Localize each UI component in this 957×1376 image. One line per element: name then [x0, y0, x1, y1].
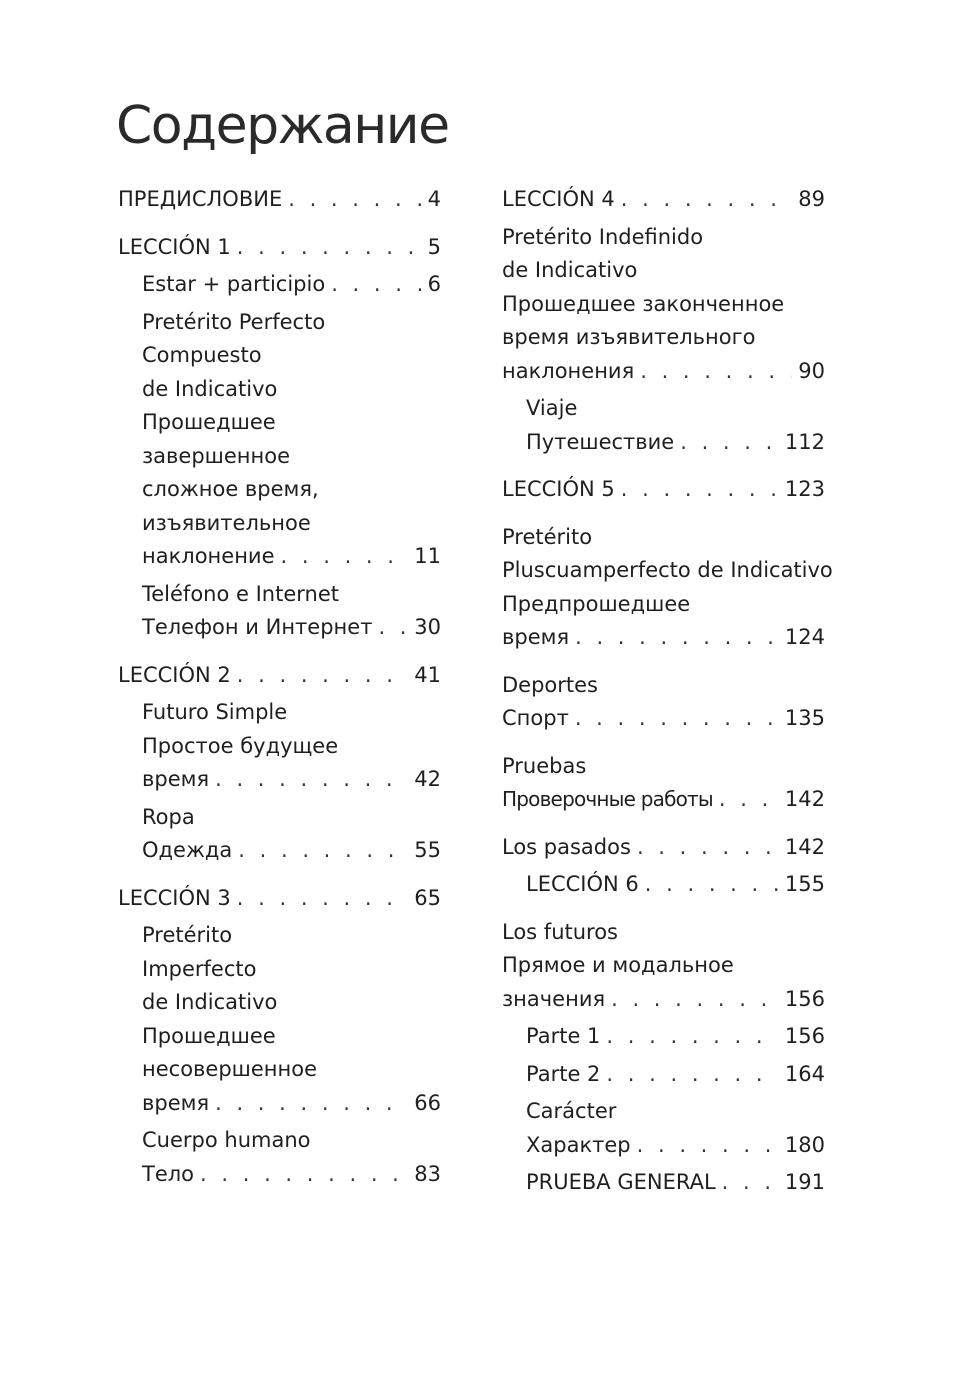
- toc-entry-title: Los pasados: [502, 834, 631, 859]
- toc-page-number: 6: [427, 272, 441, 296]
- toc-page-number: 180: [784, 1132, 825, 1157]
- leader-dots: [200, 1158, 408, 1192]
- toc-entry-line: Прошедшее законченное: [502, 291, 785, 316]
- toc-page-number: 55: [414, 838, 441, 862]
- toc-entry-title: Телефон и Интернет: [142, 615, 373, 639]
- toc-entry-title: Parte 1: [526, 1024, 601, 1048]
- leader-dots: [215, 1087, 408, 1121]
- leader-dots: [722, 1166, 779, 1200]
- toc-page-number: 30: [414, 615, 441, 639]
- leader-dots: [621, 473, 779, 507]
- toc-entry-line: завершенное: [142, 443, 291, 468]
- leader-dots: [719, 783, 779, 817]
- toc-page-number: 142: [784, 787, 825, 811]
- toc-entry[interactable]: [502, 831, 825, 865]
- toc-right-column: [502, 183, 833, 1204]
- toc-entry-line: Los futuros: [502, 919, 619, 944]
- toc-entry[interactable]: [502, 392, 825, 459]
- toc-entry-title: значения: [502, 986, 606, 1011]
- toc-left-column: [118, 183, 441, 1195]
- toc-page-number: 11: [414, 544, 441, 568]
- toc-entry-title: Путешествие: [526, 429, 675, 454]
- toc-entry[interactable]: [118, 231, 441, 265]
- toc-entry-line: Teléfono e Internet: [142, 581, 339, 606]
- toc-page-number: 89: [798, 187, 825, 211]
- toc-entry[interactable]: [118, 801, 441, 868]
- toc-entry-line: Прошедшее: [142, 1023, 276, 1048]
- toc-entry-line: изъявительное: [142, 510, 311, 535]
- toc-entry-line: Предпрошедшее: [502, 591, 691, 616]
- leader-dots: [575, 621, 779, 655]
- toc-entry[interactable]: [502, 750, 825, 817]
- leader-dots: [680, 426, 779, 460]
- toc-entry-title: ПРЕДИСЛОВИЕ: [118, 187, 283, 211]
- toc-entry-title: Спорт: [502, 706, 569, 730]
- toc-page-number: 142: [784, 834, 825, 859]
- toc-entry[interactable]: [502, 868, 825, 902]
- toc-page-number: 156: [784, 986, 825, 1011]
- leader-dots: [606, 1020, 778, 1054]
- toc-entry[interactable]: [118, 919, 441, 1120]
- toc-entry[interactable]: [118, 882, 441, 916]
- toc-entry-title: наклонения: [502, 358, 635, 383]
- toc-page-number: 66: [414, 1090, 441, 1115]
- leader-dots: [237, 882, 409, 916]
- toc-page-number: 42: [414, 767, 441, 791]
- leader-dots: [637, 831, 779, 865]
- toc-entry[interactable]: [502, 521, 833, 655]
- toc-entry-title: LECCIÓN 1: [118, 234, 231, 259]
- toc-entry[interactable]: [118, 696, 441, 797]
- toc-entry-line: Compuesto: [142, 343, 262, 367]
- toc-entry-line: de Indicativo: [142, 376, 278, 401]
- toc-entry-line: Ropa: [142, 804, 195, 829]
- toc-page-number: 123: [784, 477, 825, 501]
- leader-dots: [281, 540, 409, 574]
- leader-dots: [237, 231, 422, 265]
- toc-entry-title: наклонение: [142, 544, 275, 568]
- toc-entry-line: Pretérito Perfecto: [142, 309, 326, 334]
- leader-dots: [575, 702, 779, 736]
- toc-entry-line: Cuerpo humano: [142, 1128, 311, 1152]
- toc-entry-line: Pretérito Indefinido: [502, 224, 704, 249]
- toc-entry-title: LECCIÓN 6: [526, 872, 639, 896]
- toc-entry-title: время: [502, 625, 570, 649]
- toc-entry[interactable]: [118, 659, 441, 693]
- toc-entry-line: Pruebas: [502, 753, 587, 778]
- toc-entry-line: несовершенное: [142, 1057, 318, 1081]
- toc-entry-line: Viaje: [526, 396, 578, 420]
- page-title: Содержание: [116, 96, 449, 156]
- toc-page-number: 90: [798, 358, 825, 383]
- toc-entry-line: Прошедшее: [142, 410, 276, 434]
- toc-entry[interactable]: [118, 268, 441, 302]
- leader-dots: [378, 611, 408, 645]
- toc-entry-line: Простое будущее: [142, 733, 339, 758]
- toc-entry-title: Проверочные работы: [502, 787, 713, 811]
- leader-dots: [637, 1129, 779, 1163]
- toc-page-number: 5: [427, 234, 441, 259]
- toc-entry[interactable]: [118, 578, 441, 645]
- toc-entry[interactable]: [502, 1058, 825, 1092]
- toc-page-number: 41: [414, 662, 441, 687]
- toc-entry-line: de Indicativo: [142, 990, 278, 1014]
- toc-entry-title: Parte 2: [526, 1061, 601, 1086]
- toc-page-number: 4: [427, 187, 441, 211]
- toc-page-number: 156: [784, 1024, 825, 1048]
- toc-page-number: 112: [784, 429, 825, 454]
- toc-entry[interactable]: [502, 1095, 825, 1162]
- toc-entry-line: de Indicativo: [502, 258, 638, 282]
- toc-page-number: 83: [414, 1161, 441, 1186]
- leader-dots: [606, 1058, 778, 1092]
- toc-entry-line: Imperfecto: [142, 956, 257, 981]
- toc-entry-line: Pluscuamperfecto de Indicativo: [502, 558, 833, 582]
- toc-entry-line: Futuro Simple: [142, 700, 288, 724]
- toc-entry-title: Одежда: [142, 838, 233, 862]
- leader-dots: [621, 183, 793, 217]
- toc-page-number: 191: [784, 1170, 825, 1194]
- toc-entry-title: PRUEBA GENERAL: [526, 1170, 716, 1194]
- toc-entry[interactable]: [502, 1166, 825, 1200]
- toc-entry[interactable]: [502, 916, 825, 1017]
- toc-entry-title: Характер: [526, 1132, 631, 1157]
- leader-dots: [288, 183, 421, 217]
- toc-page-number: 135: [784, 706, 825, 730]
- toc-entry[interactable]: [502, 669, 825, 736]
- toc-entry-line: Pretérito: [502, 524, 593, 549]
- toc-entry-line: сложное время,: [142, 477, 319, 501]
- toc-entry-line: Pretérito: [142, 923, 233, 947]
- toc-entry-line: Deportes: [502, 672, 598, 697]
- toc-entry-title: время: [142, 1090, 210, 1115]
- leader-dots: [611, 983, 779, 1017]
- leader-dots: [237, 659, 409, 693]
- leader-dots: [238, 834, 408, 868]
- toc-entry[interactable]: [118, 306, 441, 574]
- leader-dots: [331, 268, 421, 302]
- toc-entry[interactable]: [118, 1124, 441, 1191]
- toc-entry-title: Тело: [142, 1161, 195, 1186]
- toc-page-number: 155: [784, 872, 825, 896]
- leader-dots: [215, 763, 408, 797]
- toc-page-number: 164: [784, 1061, 825, 1086]
- toc-page-number: 65: [414, 885, 441, 910]
- toc-entry-title: Estar + participio: [142, 272, 326, 296]
- toc-entry-title: LECCIÓN 5: [502, 477, 615, 501]
- toc-entry[interactable]: [502, 473, 825, 507]
- toc-entry[interactable]: [118, 183, 441, 217]
- leader-dots: [640, 355, 792, 389]
- toc-entry[interactable]: [502, 221, 825, 389]
- toc-entry-line: Прямое и модальное: [502, 953, 734, 977]
- toc-entry-title: LECCIÓN 4: [502, 187, 615, 211]
- toc-entry-title: время: [142, 767, 210, 791]
- toc-entry-title: LECCIÓN 2: [118, 662, 231, 687]
- toc-entry-line: Carácter: [526, 1099, 617, 1123]
- toc-entry-title: LECCIÓN 3: [118, 885, 231, 910]
- toc-entry[interactable]: [502, 1020, 825, 1054]
- toc-entry[interactable]: [502, 183, 825, 217]
- leader-dots: [645, 868, 779, 902]
- toc-entry-line: время изъявительного: [502, 325, 756, 349]
- toc-page-number: 124: [784, 625, 825, 649]
